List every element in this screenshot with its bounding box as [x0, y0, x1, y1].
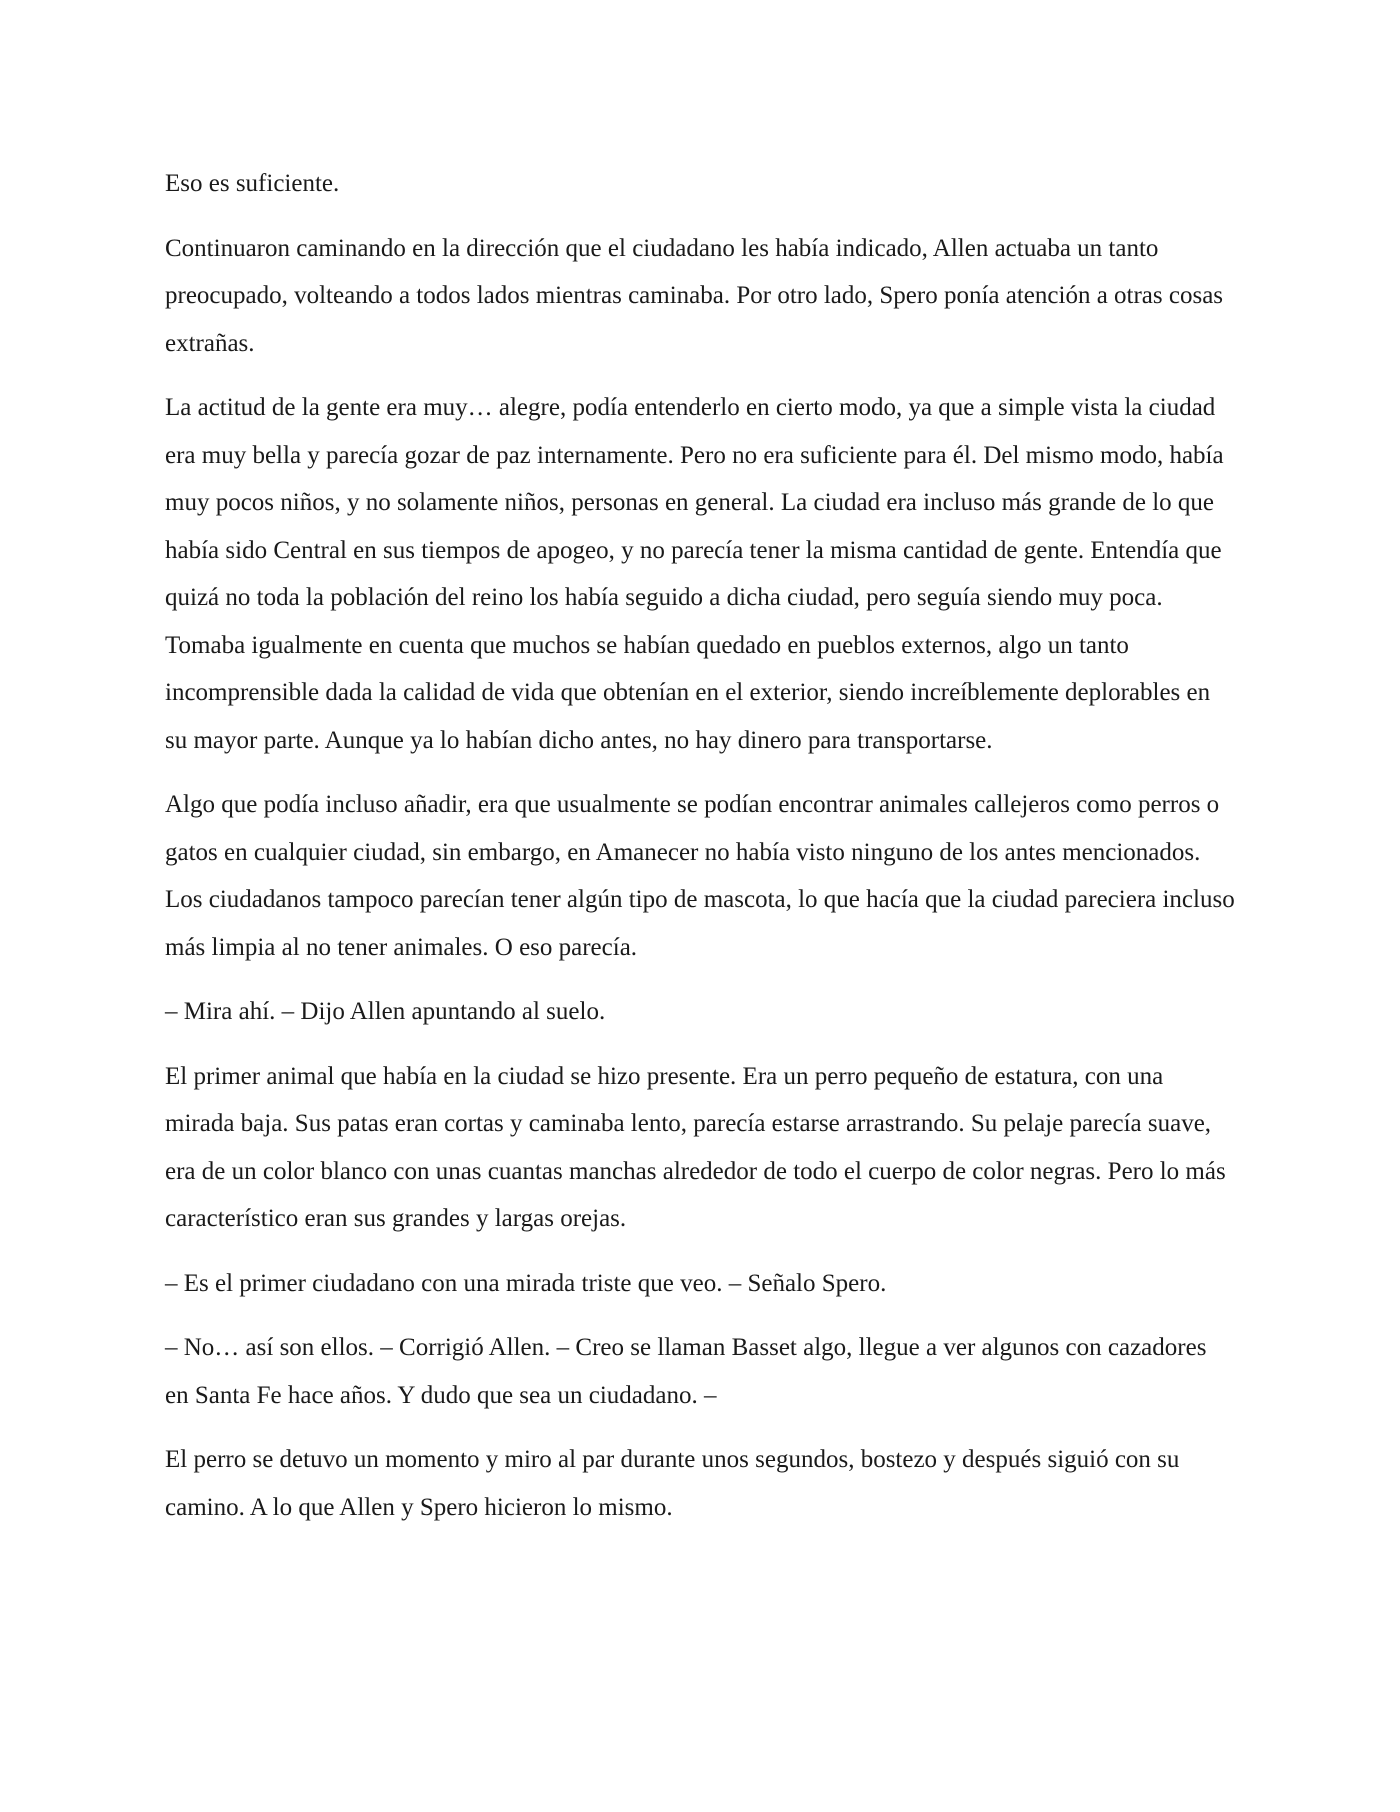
paragraph: Algo que podía incluso añadir, era que usualmente se podían encontrar animales callejeros como perros o gatos en cualquier ciudad, sin embargo, en Amanecer no había visto ninguno de los antes mencionados. Los ciudadanos tampoco parecían tener algún tipo de mascota, lo que hacía que la ciudad pareciera incluso más limpia al no tener animales. O eso parecía. [165, 791, 1235, 961]
paragraph: El perro se detuvo un momento y miro al par durante unos segundos, bostezo y después siguió con su camino. A lo que Allen y Spero hicieron lo mismo. [165, 1446, 1180, 1521]
paragraph: Continuaron caminando en la dirección que el ciudadano les había indicado, Allen actuaba un tanto preocupado, volteando a todos lados mientras caminaba. Por otro lado, Spero ponía atención a otras cosas extrañas. [165, 234, 1224, 357]
dialogue-line: – Es el primer ciudadano con una mirada triste que veo. – Señalo Spero. [165, 1269, 887, 1297]
paragraph: El primer animal que había en la ciudad se hizo presente. Era un perro pequeño de estatura, con una mirada baja. Sus patas eran cortas y caminaba lento, parecía estarse arrastrando. Su pelaje parecía suave, era de un color blanco con unas cuantas manchas alrededor de todo el cuerpo de color negras. Pero lo más característico eran sus grandes y largas orejas. [165, 1062, 1226, 1232]
dialogue-line: – No… así son ellos. – Corrigió Allen. – Creo se llaman Basset algo, llegue a ver algunos con cazadores en Santa Fe hace años. Y dudo que sea un ciudadano. – [165, 1334, 1207, 1409]
paragraph: La actitud de la gente era muy… alegre, podía entenderlo en cierto modo, ya que a simple vista la ciudad era muy bella y parecía gozar de paz internamente. Pero no era suficiente para él. Del mismo modo, había muy pocos niños, y no solamente niños, personas en general. La ciudad era incluso más grande de lo que había sido Central en sus tiempos de apogeo, y no parecía tener la misma cantidad de gente. Entendía que quizá no toda la población del reino los había seguido a dicha ciudad, pero seguía siendo muy poca. Tomaba igualmente en cuenta que muchos se habían quedado en pueblos externos, algo un tanto incomprensible dada la calidad de vida que obtenían en el exterior, siendo increíblemente deplorables en su mayor parte. Aunque ya lo habían dicho antes, no hay dinero para transportarse. [165, 394, 1224, 754]
dialogue-line: – Mira ahí. – Dijo Allen apuntando al suelo. [165, 998, 606, 1025]
paragraph: Eso es suficiente. [165, 170, 340, 197]
document-body [165, 160, 1235, 1548]
